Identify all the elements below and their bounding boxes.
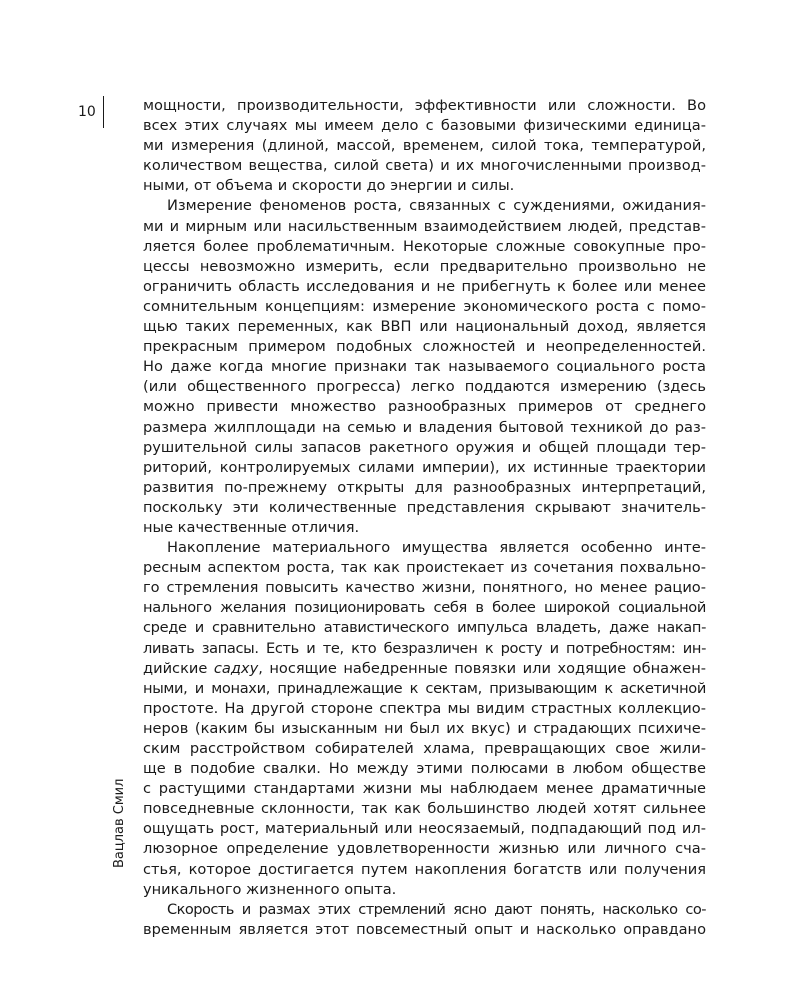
text-line: повседневные склонности, так как большинство людей хотят сильнее [143, 800, 706, 818]
text-line: люзорное определение удовлетворенности жизнью или личного сча- [143, 840, 706, 858]
text-line: простоте. На другой стороне спектра мы видим страстных коллекцио- [143, 699, 706, 717]
text-line: сомнительным концепциям: измерение экономического роста с помо- [143, 297, 706, 315]
text-line: Накопление материального имущества является особенно инте- [167, 539, 706, 557]
text-line: ные качественные отличия. [143, 518, 360, 536]
text-line: цессы невозможно измерить, если предварительно произвольно не [143, 257, 706, 275]
text-line: размера жилплощади на семью и владения бытовой техникой до раз- [143, 418, 706, 436]
text-fragment: , носящие набедренные повязки или ходящие обнажен- [258, 659, 706, 677]
text-line: ливать запасы. Есть и те, кто безразличен к росту и потребностям: ин- [143, 639, 706, 657]
text-line: поскольку эти количественные представления скрывают значитель- [143, 498, 706, 516]
text-line: мощности, производительности, эффективности или сложности. Во [143, 97, 706, 114]
page-number: 10 [78, 104, 96, 120]
text-line [143, 659, 706, 679]
text-line: ским расстройством собирателей хлама, превращающих свое жили- [143, 740, 706, 757]
emphasis-sadhu: садху [213, 659, 259, 677]
running-head: Вацлав Смил [112, 778, 127, 868]
text-line: ощущать рост, материальный или неосязаемый, подпадающий под ил- [143, 820, 706, 838]
text-line: стья, которое достигается путем накопления богатств или получения [143, 860, 706, 878]
text-line: Скорость и размах этих стремлений ясно дают понять, насколько со- [167, 900, 706, 918]
text-line: ще в подобие свалки. Но между этими полюсами в любом обществе [143, 760, 706, 778]
text-line: рушительной силы запасов ракетного оружия и общей площади тер- [143, 438, 706, 456]
text-line: количеством вещества, силой света) и их многочисленными производ- [143, 157, 706, 175]
text-line: ограничить область исследования и не прибегнуть к более или менее [143, 277, 706, 295]
text-line: ресным аспектом роста, так как проистекает из сочетания похвально- [143, 559, 706, 577]
text-line: ми и мирным или насильственным взаимодействием людей, представ- [143, 217, 706, 235]
text-line: временным является этот повсеместный опыт и насколько оправдано [143, 920, 706, 938]
body-text [143, 96, 706, 940]
text-line: уникального жизненного опыта. [143, 880, 397, 898]
text-line: ми измерения (длиной, массой, временем, силой тока, температурой, [143, 137, 706, 155]
text-line: нального желания позиционировать себя в более широкой социальной [143, 599, 706, 617]
text-line: го стремления повысить качество жизни, понятного, но менее рацио- [143, 579, 706, 597]
text-line: развития по-прежнему открыты для разнообразных интерпретаций, [143, 478, 706, 496]
text-line: можно привести множество разнообразных примеров от среднего [143, 398, 706, 416]
text-line: ляется более проблематичным. Некоторые сложные совокупные про- [143, 237, 706, 255]
text-line: (или общественного прогресса) легко поддаются измерению (здесь [143, 378, 706, 396]
text-line: среде и сравнительно атавистического импульса владеть, даже накап- [143, 619, 706, 637]
text-line: Но даже когда многие признаки так называемого социального роста [143, 358, 706, 376]
text-line: с растущими стандартами жизни мы наблюдаем менее драматичные [143, 780, 706, 798]
text-fragment: дийские [143, 659, 214, 677]
text-line: ными, и монахи, принадлежащие к сектам, призывающим к аскетичной [143, 679, 706, 697]
text-line: щью таких переменных, как ВВП или национальный доход, является [143, 318, 706, 336]
text-line: Измерение феноменов роста, связанных с суждениями, ожидания- [167, 197, 706, 215]
margin-rule [103, 96, 104, 128]
text-line: прекрасным примером подобных сложностей и неопределенностей. [143, 338, 706, 356]
text-line: риторий, контролируемых силами империи), их истинные траектории [143, 458, 706, 476]
text-line: ными, от объема и скорости до энергии и силы. [143, 177, 515, 195]
text-line: неров (каким бы изысканным ни был их вкус) и страдающих психиче- [143, 719, 706, 737]
text-line: всех этих случаях мы имеем дело с базовыми физическими единица- [143, 117, 706, 135]
